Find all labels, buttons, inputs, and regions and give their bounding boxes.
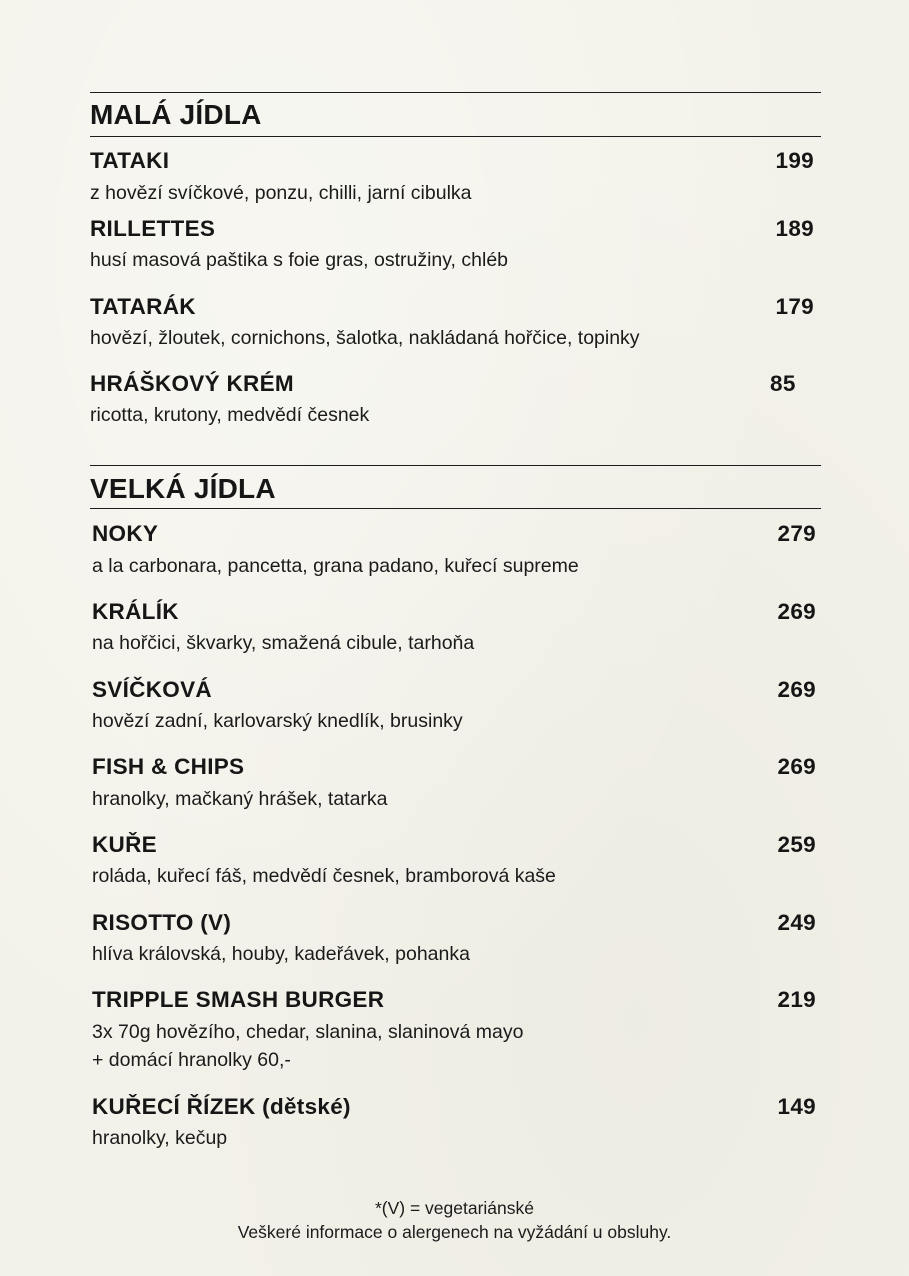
item-name: FISH & CHIPS [92, 754, 245, 779]
item-description: hovězí zadní, karlovarský knedlík, brusinky [92, 710, 463, 732]
item-description: hlíva královská, houby, kadeřávek, pohanka [92, 943, 470, 965]
item-description: na hořčici, škvarky, smažená cibule, tarhoňa [92, 632, 475, 654]
item-name: TATARÁK [90, 294, 196, 319]
section-bottom-rule [90, 136, 821, 137]
section-bottom-rule [90, 508, 821, 509]
item-description-extra: + domácí hranolky 60,- [92, 1049, 291, 1071]
item-price: 189 [775, 216, 814, 241]
item-name: KUŘE [92, 832, 157, 857]
item-price: 249 [777, 910, 816, 935]
item-price: 269 [777, 599, 816, 624]
item-price: 259 [777, 832, 816, 857]
item-name: KUŘECÍ ŘÍZEK (dětské) [92, 1094, 351, 1119]
item-description: hovězí, žloutek, cornichons, šalotka, nakládaná hořčice, topinky [90, 327, 640, 349]
item-description: hranolky, kečup [92, 1127, 228, 1149]
item-description: roláda, kuřecí fáš, medvědí česnek, bramborová kaše [92, 865, 556, 887]
item-price: 279 [777, 521, 816, 546]
item-price: 85 [770, 371, 796, 396]
item-description: z hovězí svíčkové, ponzu, chilli, jarní cibulka [90, 182, 472, 204]
item-price: 149 [777, 1094, 816, 1119]
item-name: TRIPPLE SMASH BURGER [92, 987, 385, 1012]
item-description: ricotta, krutony, medvědí česnek [90, 404, 370, 426]
item-price: 269 [777, 677, 816, 702]
item-name: NOKY [92, 521, 159, 546]
section-title-mala-jidla: MALÁ JÍDLA [90, 99, 262, 130]
item-name: SVÍČKOVÁ [92, 677, 212, 702]
item-price: 199 [775, 148, 814, 173]
allergen-note: Veškeré informace o alergenech na vyžádání u obsluhy. [237, 1222, 672, 1242]
item-name: HRÁŠKOVÝ KRÉM [90, 371, 294, 396]
item-name: TATAKI [90, 148, 170, 173]
item-description: 3x 70g hovězího, chedar, slanina, slaninová mayo [92, 1021, 524, 1043]
item-description: hranolky, mačkaný hrášek, tatarka [92, 788, 388, 810]
section-top-rule [90, 92, 821, 93]
section-title-velka-jidla: VELKÁ JÍDLA [90, 473, 276, 504]
item-description: husí masová paštika s foie gras, ostružiny, chléb [90, 249, 509, 271]
item-name: RILLETTES [90, 216, 216, 241]
item-description: a la carbonara, pancetta, grana padano, kuřecí supreme [92, 555, 579, 577]
item-price: 269 [777, 754, 816, 779]
vegetarian-note: *(V) = vegetariánské [374, 1198, 535, 1218]
item-price: 179 [775, 294, 814, 319]
section-top-rule [90, 465, 821, 466]
item-name: RISOTTO (V) [92, 910, 232, 935]
item-name: KRÁLÍK [92, 599, 179, 624]
item-price: 219 [777, 987, 816, 1012]
